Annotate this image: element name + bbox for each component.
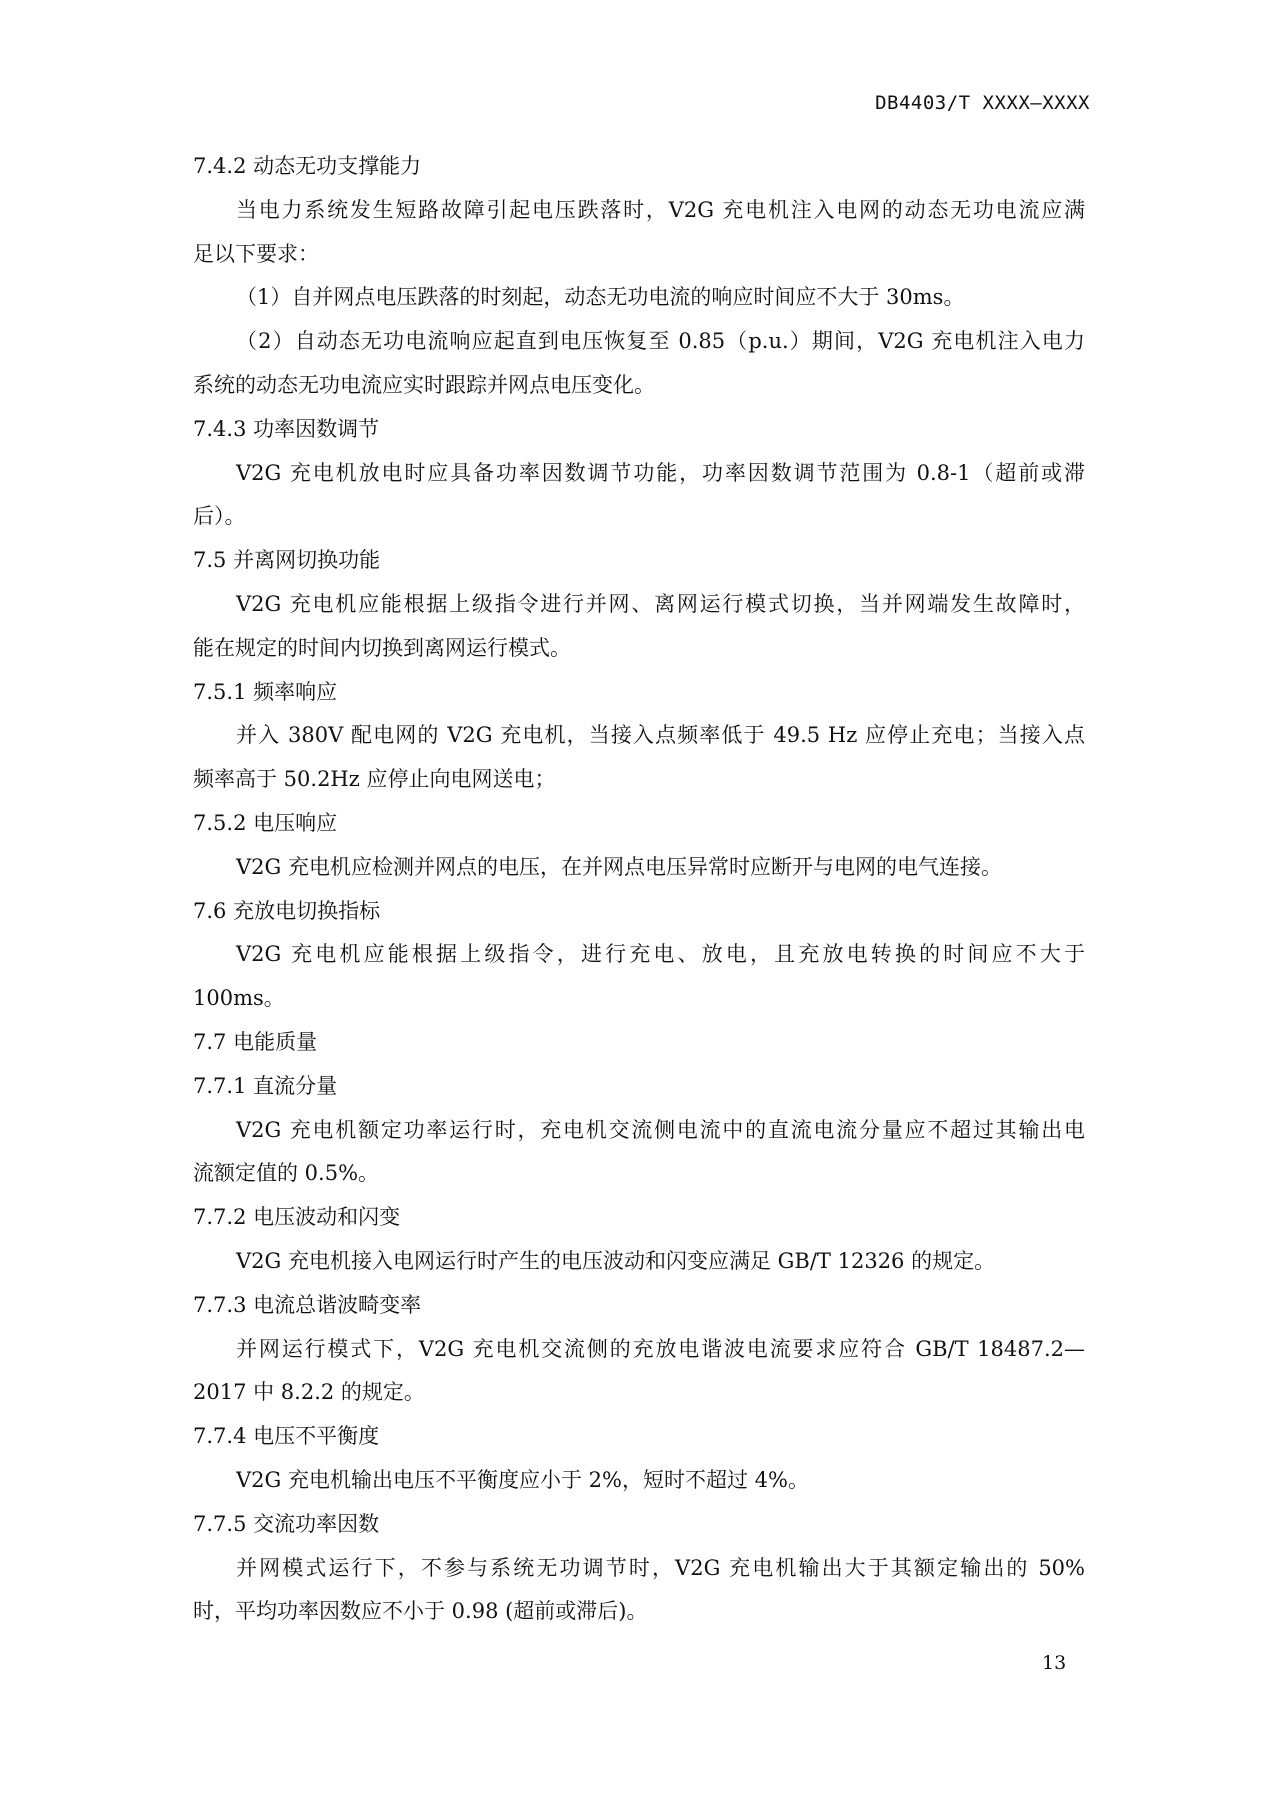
page-number: 13: [1042, 1652, 1067, 1674]
section-heading: 7.4.2 动态无功支撑能力: [193, 154, 422, 178]
section-heading: 7.5.2 电压响应: [193, 810, 338, 835]
paragraph-line: 2017 中 8.2.2 的规定。: [193, 1380, 425, 1405]
paragraph-line: V2G 充电机应检测并网点的电压，在并网点电压异常时应断开与电网的电气连接。: [236, 854, 1002, 879]
section-heading: 7.5.1 频率响应: [193, 679, 338, 704]
section-heading: 7.7.2 电压波动和闪变: [193, 1205, 401, 1230]
paragraph-line: V2G 充电机应能根据上级指令，进行充电、放电，且充放电转换的时间应不大于: [236, 942, 1085, 967]
paragraph-line: V2G 充电机接入电网运行时产生的电压波动和闪变应满足 GB/T 12326 的规定。: [236, 1248, 996, 1273]
document-code-header: DB4403/T XXXX—XXXX: [875, 92, 1090, 114]
paragraph-line: 100ms。: [193, 986, 285, 1011]
paragraph-line: 时，平均功率因数应不小于 0.98 (超前或滞后)。: [193, 1599, 648, 1624]
section-heading: 7.6 充放电切换指标: [193, 898, 381, 923]
section-heading: 7.7.1 直流分量: [193, 1073, 338, 1098]
paragraph-line: 并入 380V 配电网的 V2G 充电机，当接入点频率低于 49.5 Hz 应停止充电；当接入点: [236, 723, 1085, 748]
section-heading: 7.7.3 电流总谐波畸变率: [193, 1292, 422, 1317]
paragraph-line: 流额定值的 0.5%。: [193, 1161, 380, 1186]
paragraph-line: V2G 充电机放电时应具备功率因数调节功能，功率因数调节范围为 0.8-1（超前或滞: [236, 460, 1085, 485]
paragraph-line: 并网运行模式下，V2G 充电机交流侧的充放电谐波电流要求应符合 GB/T 18487.2—: [236, 1336, 1085, 1361]
section-heading: 7.7 电能质量: [193, 1029, 318, 1054]
section-heading: 7.7.5 交流功率因数: [193, 1511, 380, 1536]
paragraph-line: （1）自并网点电压跌落的时刻起，动态无功电流的响应时间应不大于 30ms。: [236, 285, 965, 310]
paragraph-line: V2G 充电机输出电压不平衡度应小于 2%，短时不超过 4%。: [236, 1467, 809, 1492]
paragraph-line: （2）自动态无功电流响应起直到电压恢复至 0.85（p.u.）期间，V2G 充电机注入电力: [236, 329, 1085, 354]
paragraph-line: 后）。: [193, 504, 246, 529]
paragraph-line: V2G 充电机应能根据上级指令进行并网、离网运行模式切换，当并网端发生故障时，: [236, 591, 1085, 616]
paragraph-line: 系统的动态无功电流应实时跟踪并网点电压变化。: [193, 372, 655, 397]
paragraph-line: 当电力系统发生短路故障引起电压跌落时，V2G 充电机注入电网的动态无功电流应满: [236, 197, 1085, 222]
document-body: [193, 145, 1085, 1634]
paragraph-line: 能在规定的时间内切换到离网运行模式。: [193, 635, 571, 660]
section-heading: 7.7.4 电压不平衡度: [193, 1424, 380, 1449]
paragraph-line: 足以下要求：: [193, 241, 319, 266]
section-heading: 7.4.3 功率因数调节: [193, 416, 380, 441]
paragraph-line: V2G 充电机额定功率运行时，充电机交流侧电流中的直流电流分量应不超过其输出电: [236, 1117, 1085, 1142]
paragraph-line: 频率高于 50.2Hz 应停止向电网送电；: [193, 767, 556, 792]
section-heading: 7.5 并离网切换功能: [193, 548, 381, 573]
paragraph-line: 并网模式运行下，不参与系统无功调节时，V2G 充电机输出大于其额定输出的 50%: [236, 1555, 1085, 1580]
